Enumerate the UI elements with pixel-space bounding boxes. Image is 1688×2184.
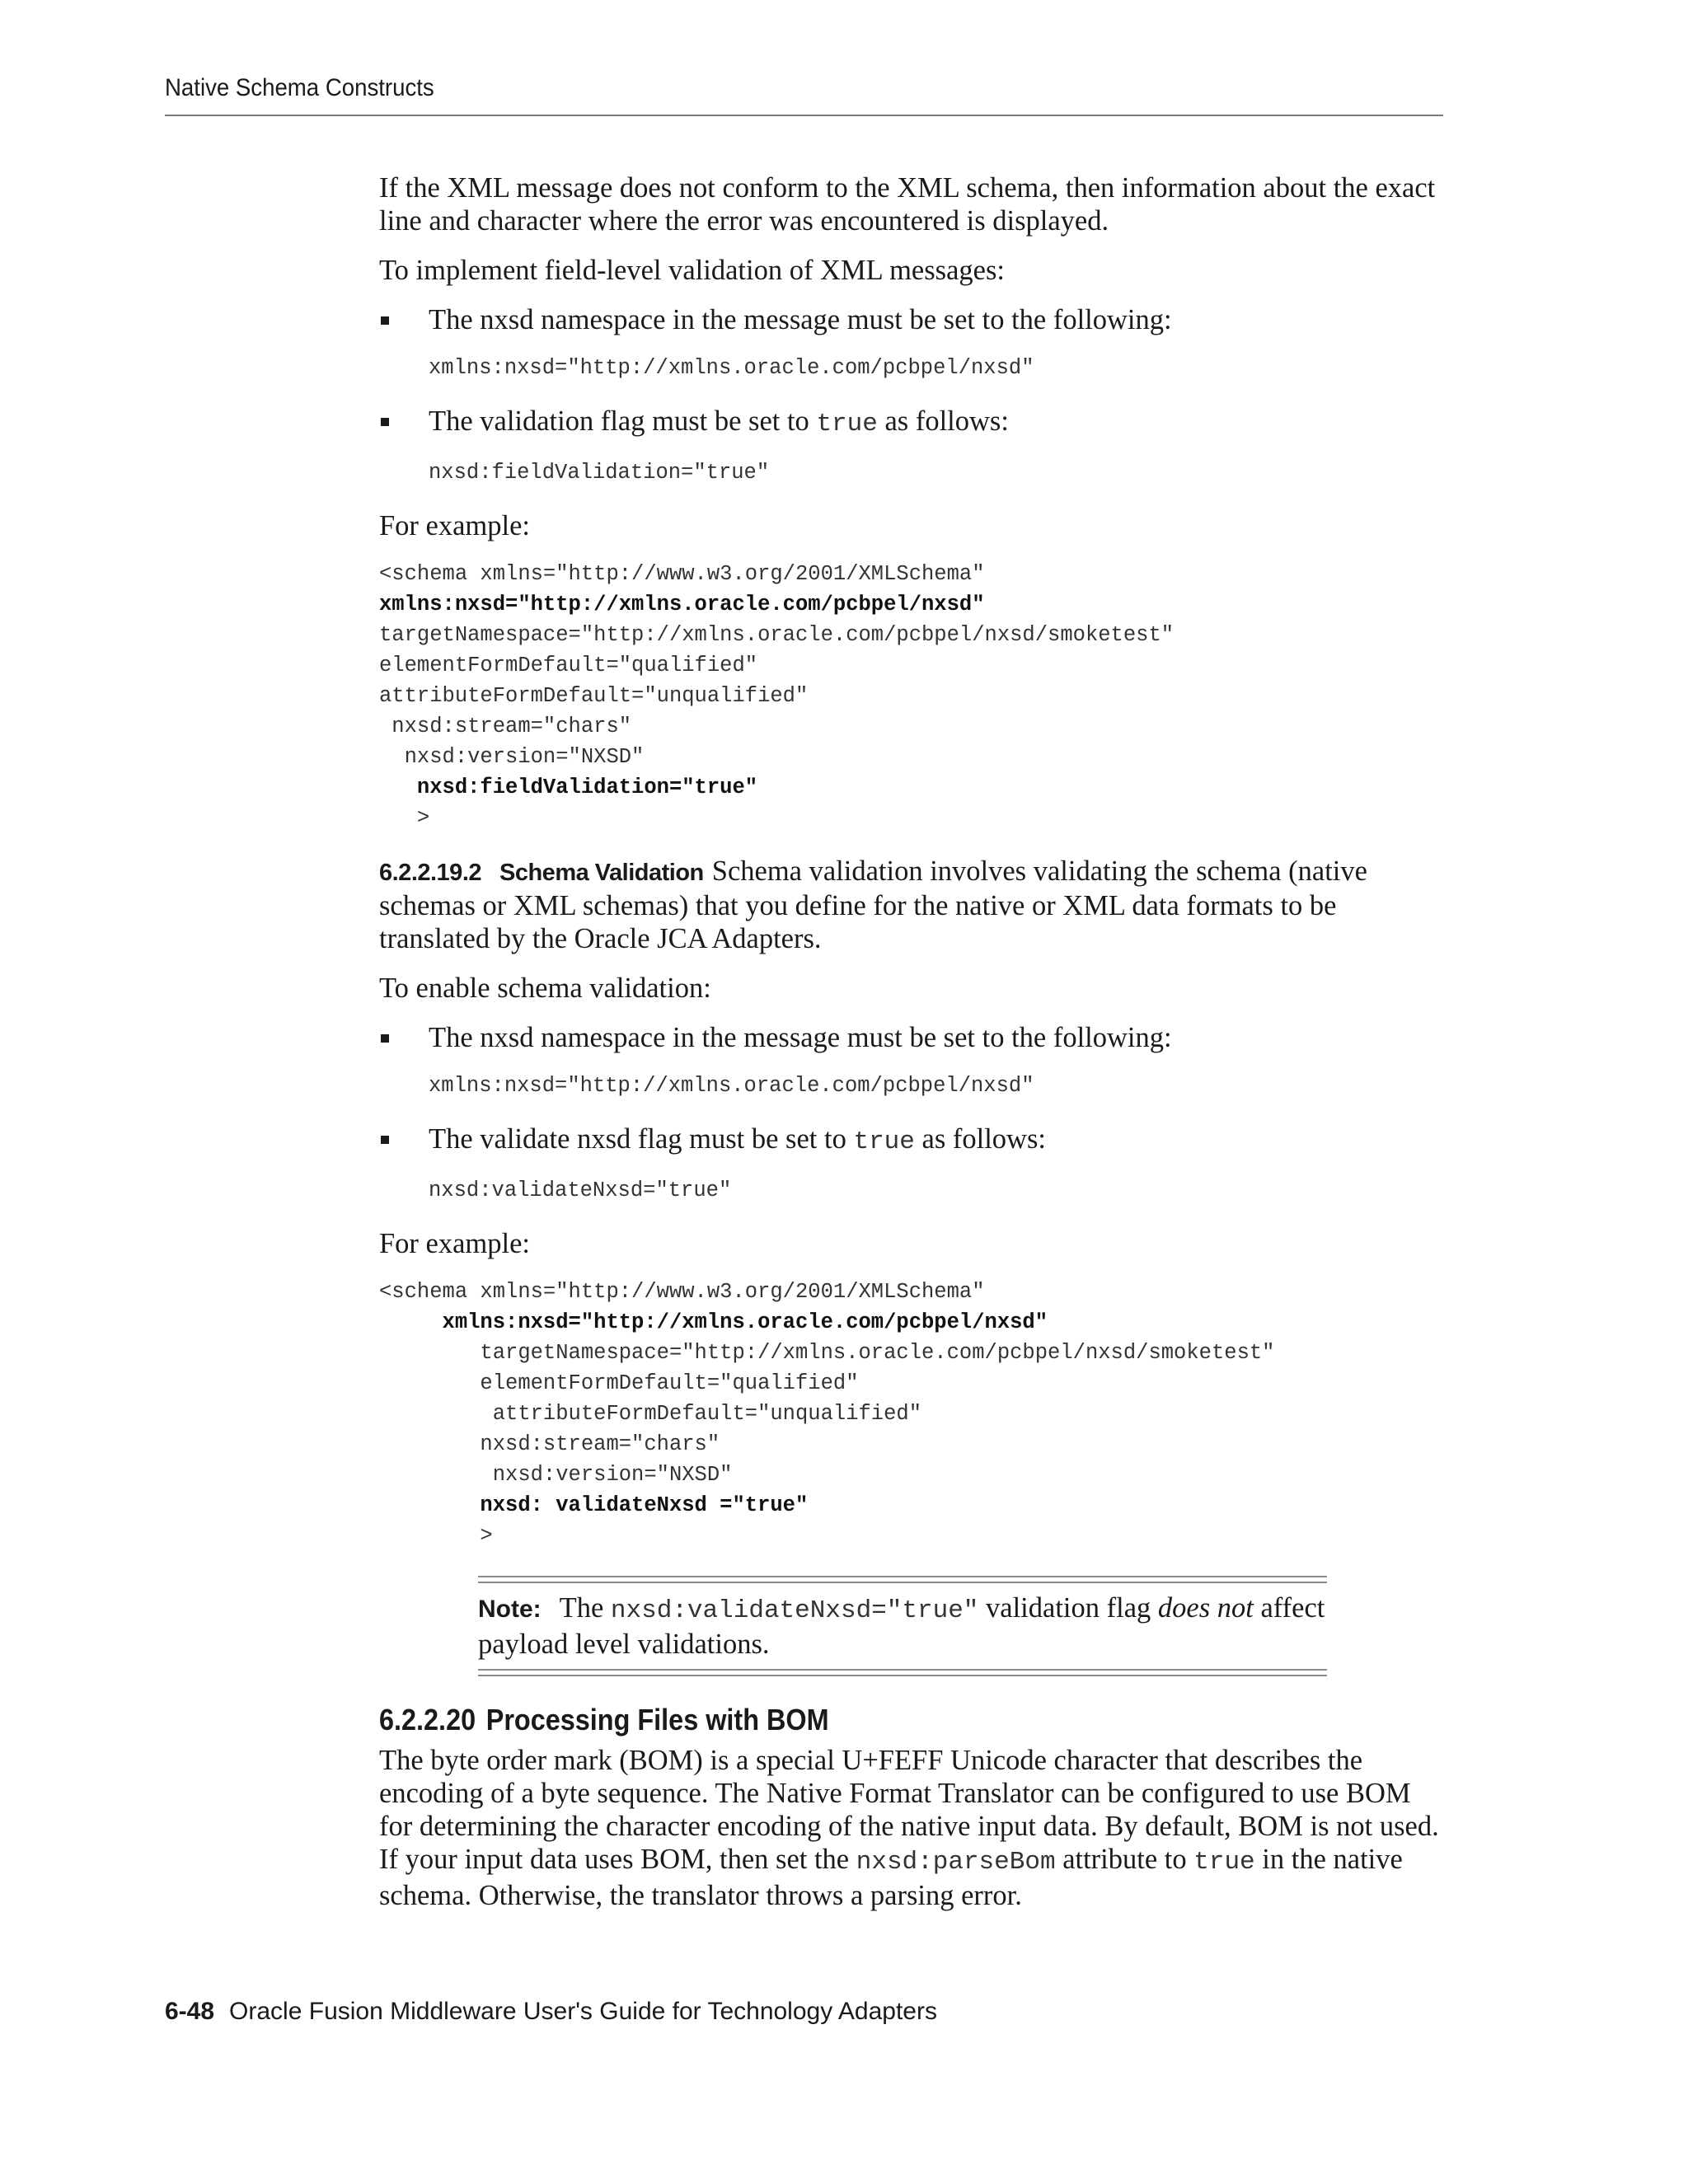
book-title: Oracle Fusion Middleware User's Guide for Technology Adapters (229, 1998, 937, 2025)
inline-code: true (853, 1127, 915, 1156)
code-line: targetNamespace="http://xmlns.oracle.com/pcbpel/nxsd/smoketest" (379, 1341, 1275, 1365)
bom-paragraph (379, 1744, 1442, 1912)
code-line: nxsd:version="NXSD" (379, 1463, 733, 1487)
example-label: For example: (379, 510, 530, 541)
code-line: nxsd:stream="chars" (379, 715, 632, 738)
example-label: For example: (379, 1228, 530, 1259)
bullet-text: as follows: (877, 405, 1009, 437)
bom-text: in the native schema. Otherwise, the translator throws a parsing error. (379, 1844, 1403, 1911)
code-line: attributeFormDefault="unqualified" (379, 1402, 922, 1426)
bullet-text: The validate nxsd flag must be set to (429, 1123, 854, 1155)
inline-code: nxsd:parseBom (856, 1848, 1056, 1877)
inline-code: true (816, 410, 878, 438)
note-text (478, 1583, 1327, 1669)
code-line: elementFormDefault="qualified" (379, 654, 758, 677)
code-line: nxsd: validateNxsd ="true" (379, 1493, 809, 1517)
bom-text: attribute to (1055, 1844, 1194, 1875)
code-line: elementFormDefault="qualified" (379, 1371, 859, 1395)
code-line: <schema xmlns="http://www.w3.org/2001/XMLSchema" (379, 1280, 985, 1304)
bullet-square-icon (381, 1136, 389, 1144)
intro-paragraph: If the XML message does not conform to the XML schema, then information about the exact line and character where the error was encountered is displayed. (379, 172, 1436, 237)
code-block (379, 1175, 1442, 1206)
note-text-part: validation flag (978, 1592, 1158, 1624)
schema-example-code (379, 1277, 1442, 1551)
field-validation-lead: To implement field-level validation of XML messages: (379, 255, 1005, 286)
bullet-square-icon (381, 1034, 389, 1043)
subsection-number: 6.2.2.19.2 (379, 860, 481, 886)
code-line: nxsd:version="NXSD" (379, 745, 645, 769)
code-line: xmlns:nxsd="http://xmlns.oracle.com/pcbpel/nxsd" (379, 1310, 1048, 1334)
bullet-item (379, 405, 1442, 441)
code-line: nxsd:fieldValidation="true" (429, 461, 770, 485)
code-line: <schema xmlns="http://www.w3.org/2001/XMLSchema" (379, 562, 985, 586)
code-line: > (379, 1524, 493, 1548)
bullet-square-icon (381, 316, 389, 325)
code-line: nxsd:fieldValidation="true" (379, 776, 758, 799)
note-text-part: affect payload level validations. (478, 1592, 1325, 1660)
schema-validation-lead: To enable schema validation: (379, 972, 711, 1004)
page-footer (165, 1998, 937, 2026)
page-number: 6-48 (165, 1998, 215, 2025)
bullet-text: The validation flag must be set to (429, 405, 817, 437)
code-line: nxsd:validateNxsd="true" (429, 1179, 732, 1202)
inline-code: true (1193, 1848, 1255, 1877)
page-content (379, 171, 1442, 1929)
code-line: > (379, 806, 430, 830)
section-heading (379, 1703, 1336, 1737)
bullet-square-icon (381, 418, 389, 426)
code-line: attributeFormDefault="unqualified" (379, 684, 809, 708)
inline-code: nxsd:validateNxsd="true" (610, 1596, 979, 1625)
note-box (478, 1576, 1327, 1676)
code-line: targetNamespace="http://xmlns.oracle.com/pcbpel/nxsd/smoketest" (379, 623, 1175, 647)
bullet-item (379, 1122, 1442, 1159)
schema-validation-paragraph (379, 855, 1442, 955)
running-header: Native Schema Constructs (165, 74, 434, 101)
bullet-text: The nxsd namespace in the message must be set to the following: (429, 1022, 1172, 1053)
note-text-part: The (559, 1592, 611, 1624)
note-top-rule (478, 1576, 1327, 1583)
code-block (379, 353, 1442, 383)
code-line: xmlns:nxsd="http://xmlns.oracle.com/pcbpel/nxsd" (429, 356, 1034, 380)
code-line: xmlns:nxsd="http://xmlns.oracle.com/pcbpel/nxsd" (379, 593, 985, 616)
header-rule (165, 115, 1443, 116)
bom-text: The byte order mark (BOM) is a special U+FEFF Unicode character that describes the encoding of a byte sequence. The Native Format Translator can be configured to use BOM for determining the character encoding of the native input data. By default, BOM is not used. If your input data uses BOM, then set the (379, 1745, 1439, 1875)
note-emphasis: does not (1157, 1592, 1254, 1624)
code-line: xmlns:nxsd="http://xmlns.oracle.com/pcbpel/nxsd" (429, 1074, 1034, 1098)
section-number: 6.2.2.20 (379, 1703, 476, 1736)
code-line: nxsd:stream="chars" (379, 1432, 720, 1456)
note-label: Note: (478, 1596, 542, 1623)
section-title: Processing Files with BOM (485, 1703, 829, 1736)
code-block (379, 457, 1442, 488)
schema-example-code (379, 559, 1442, 833)
bullet-item (379, 303, 1442, 336)
subsection-text: Schema validation involves validating the schema (native schemas or XML schemas) that you define for the native or XML data formats to be translated by the Oracle JCA Adapters. (379, 855, 1367, 954)
code-block (379, 1071, 1442, 1101)
bullet-text: The nxsd namespace in the message must be set to the following: (429, 304, 1172, 335)
bullet-item (379, 1021, 1442, 1054)
note-bottom-rule (478, 1669, 1327, 1676)
subsection-title: Schema Validation (499, 860, 704, 886)
bullet-text: as follows: (914, 1123, 1046, 1155)
